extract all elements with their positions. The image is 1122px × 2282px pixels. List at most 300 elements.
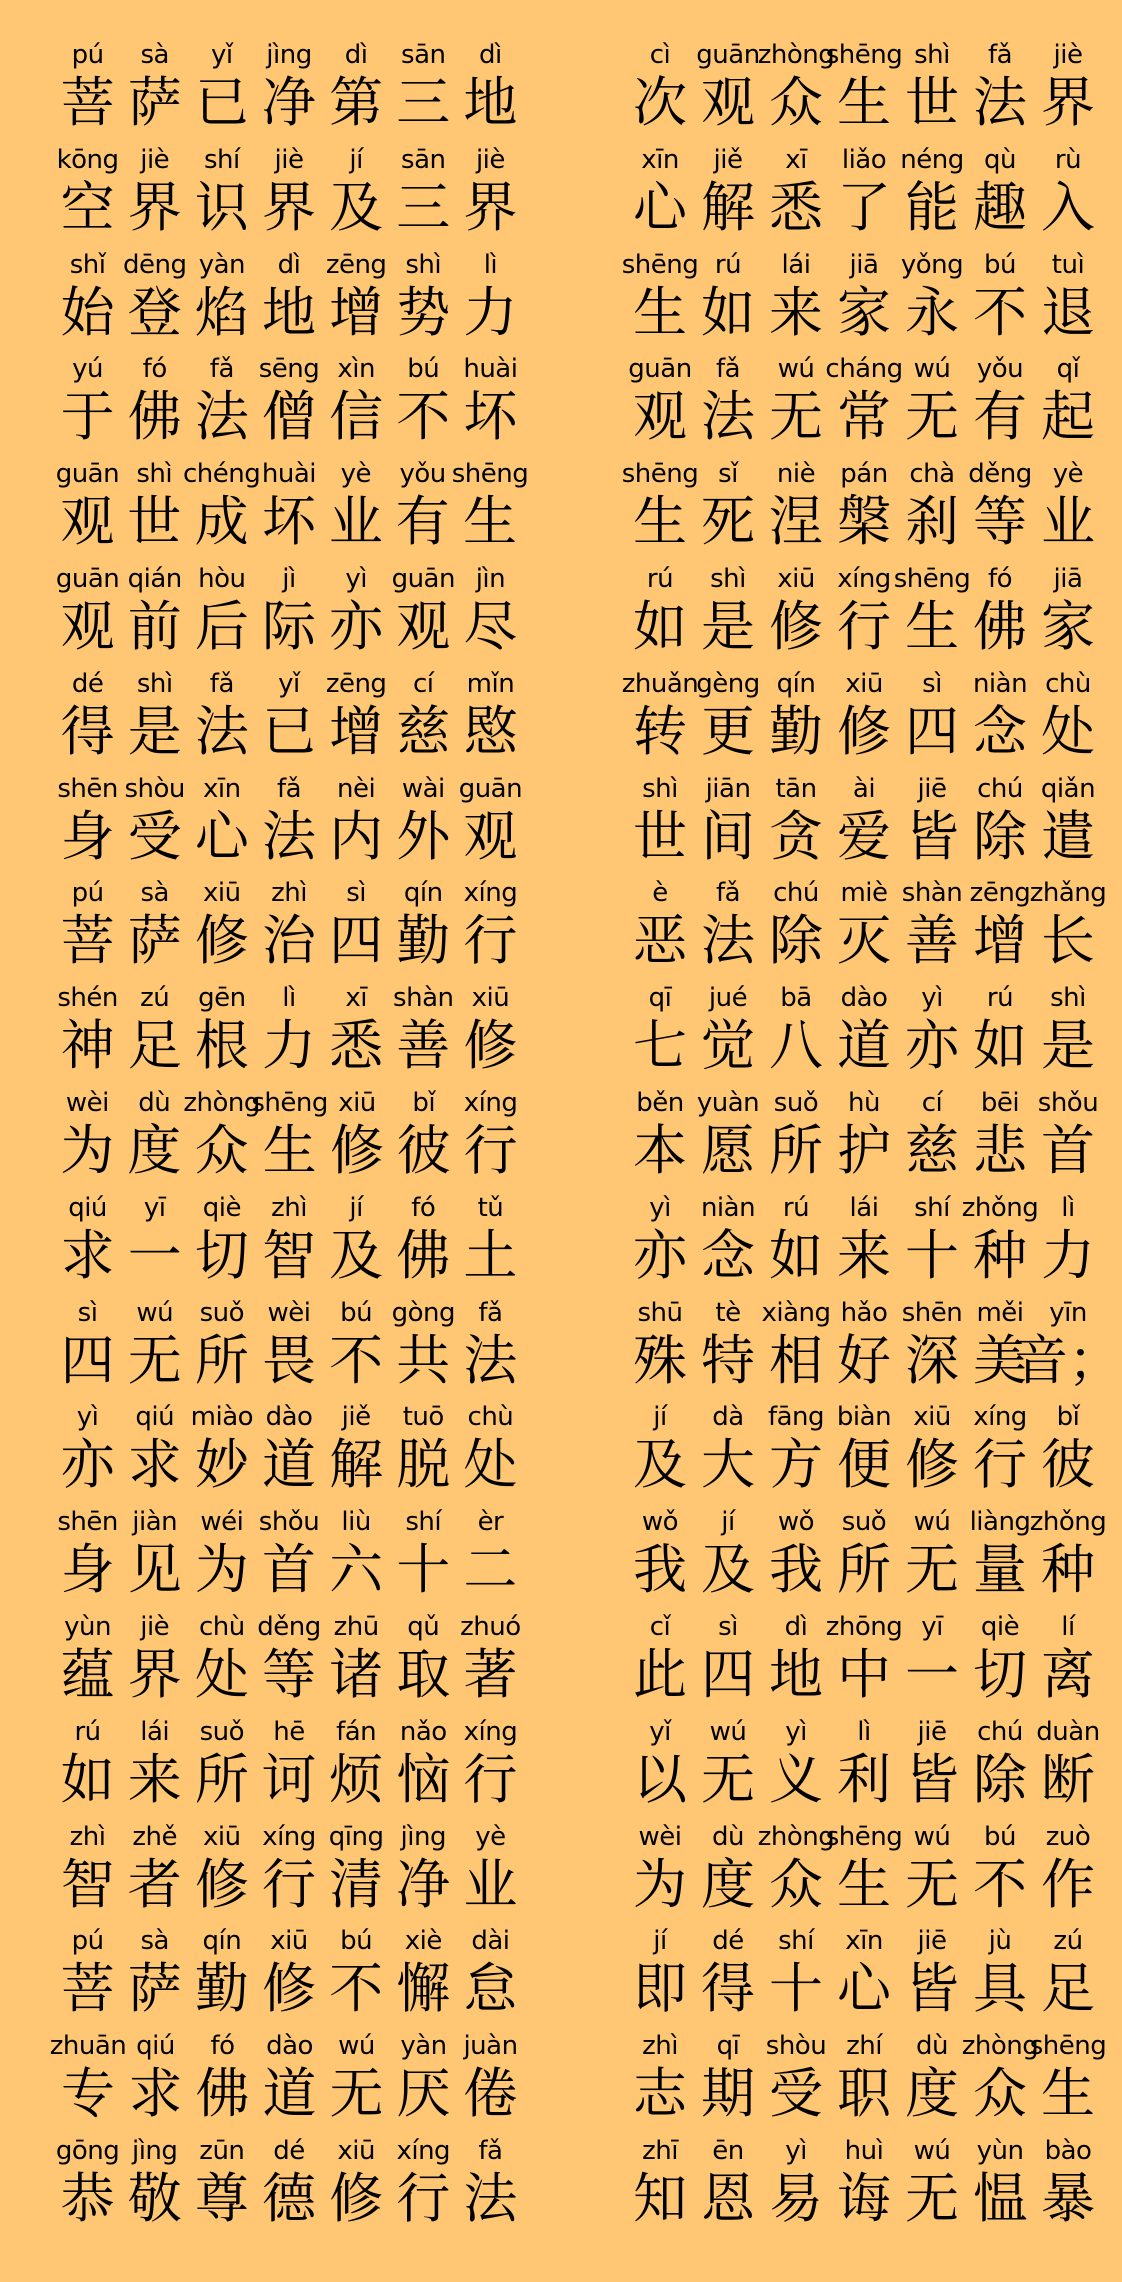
- verse-right-half: [524, 1820, 1102, 1925]
- character-cell: [762, 1400, 830, 1505]
- pinyin-annotation: zhǒng: [1029, 1507, 1107, 1538]
- pinyin-annotation: dé: [71, 668, 104, 699]
- pinyin-annotation: dào: [840, 983, 888, 1014]
- character-cell: [694, 876, 762, 981]
- hanzi-character: 皆: [905, 1957, 959, 2021]
- hanzi-character: 法: [261, 804, 316, 868]
- pinyin-annotation: wǒ: [777, 1507, 815, 1538]
- character-cell: [966, 1924, 1034, 2029]
- pinyin-annotation: jiē: [917, 1716, 947, 1747]
- character-cell: [323, 248, 390, 353]
- pinyin-annotation: dù: [712, 1821, 744, 1852]
- pinyin-annotation: ēn: [712, 2135, 744, 2166]
- hanzi-character: 恩: [701, 2166, 755, 2230]
- character-cell: [54, 457, 121, 562]
- pinyin-annotation: qī: [648, 983, 672, 1014]
- pinyin-annotation: guān: [458, 773, 523, 804]
- pinyin-annotation: qiú: [135, 1402, 175, 1433]
- pinyin-annotation: bú: [340, 1297, 373, 1328]
- character-cell: [188, 1924, 255, 2029]
- character-cell: [961, 1191, 1039, 1296]
- hanzi-character: 觉: [701, 1014, 755, 1078]
- character-cell: [121, 1820, 188, 1925]
- hanzi-character: 贪: [769, 804, 823, 868]
- pinyin-annotation: zhòng: [183, 1087, 260, 1118]
- hanzi-character: 萨: [127, 71, 182, 134]
- hanzi-character: 生: [837, 71, 891, 134]
- pinyin-annotation: qiú: [68, 1192, 107, 1223]
- verse-right-half: [524, 1715, 1102, 1820]
- character-cell: [626, 876, 694, 981]
- hanzi-character: 脱: [396, 1433, 451, 1497]
- verse-row: [0, 1820, 1095, 1925]
- pinyin-annotation: tǔ: [477, 1192, 504, 1223]
- character-cell: [457, 562, 524, 667]
- hanzi-character: 得: [60, 699, 115, 763]
- verse-row: [0, 2134, 1095, 2239]
- character-cell: [182, 457, 261, 562]
- character-cell: [323, 1820, 390, 1925]
- pinyin-annotation: yì: [785, 2135, 807, 2166]
- pinyin-annotation: shǒu: [1037, 1087, 1099, 1118]
- character-cell: [255, 38, 322, 143]
- hanzi-character: 四: [329, 909, 384, 973]
- character-cell: [323, 143, 390, 248]
- hanzi-character: 修: [905, 1433, 959, 1497]
- verse-right-half: [524, 2029, 1107, 2134]
- hanzi-character: 无: [127, 1328, 182, 1392]
- character-cell: [255, 1191, 322, 1296]
- pinyin-annotation: zhòng: [961, 2031, 1039, 2062]
- verse-left-half: [0, 1820, 524, 1925]
- verse-right-half: [524, 772, 1102, 877]
- pinyin-annotation: fǎ: [987, 40, 1013, 70]
- character-cell: [762, 143, 830, 248]
- pinyin-annotation: bǐ: [1056, 1402, 1080, 1433]
- hanzi-character: 修: [261, 1957, 316, 2021]
- hanzi-character: 萨: [127, 1957, 182, 2021]
- hanzi-character: 无: [905, 1538, 959, 1602]
- verse-row: [0, 352, 1095, 457]
- hanzi-character: 地: [261, 280, 316, 344]
- character-cell: [694, 352, 762, 457]
- character-cell: [966, 562, 1034, 667]
- character-cell: [188, 1715, 255, 1820]
- character-cell: [54, 2134, 121, 2239]
- pinyin-annotation: cháng: [825, 354, 903, 385]
- character-cell: [457, 1820, 524, 1925]
- pinyin-annotation: shòu: [765, 2031, 827, 2062]
- hanzi-character: 勤: [194, 1957, 249, 2021]
- pinyin-annotation: qǐ: [1056, 354, 1080, 385]
- pinyin-annotation: zhū: [333, 1611, 379, 1642]
- pinyin-annotation: biàn: [836, 1402, 892, 1433]
- hanzi-character: 身: [60, 804, 115, 868]
- character-cell: [54, 38, 121, 143]
- pinyin-annotation: yīn: [1049, 1297, 1087, 1328]
- pinyin-annotation: bā: [780, 983, 812, 1014]
- pinyin-annotation: suǒ: [773, 1087, 819, 1118]
- character-cell: [1034, 1715, 1102, 1820]
- pinyin-annotation: sì: [922, 668, 942, 699]
- character-cell: [762, 562, 830, 667]
- pinyin-annotation: zú: [1053, 1926, 1083, 1957]
- hanzi-character: 皆: [905, 804, 959, 868]
- pinyin-annotation: yǒu: [976, 354, 1024, 385]
- character-cell: [898, 2029, 966, 2134]
- hanzi-character: 识: [194, 175, 249, 239]
- hanzi-character: 便: [837, 1433, 891, 1497]
- character-cell: [626, 38, 694, 143]
- character-cell: [762, 667, 830, 772]
- hanzi-character: 次: [633, 71, 687, 134]
- pinyin-annotation: hǎo: [840, 1297, 888, 1328]
- hanzi-character: 爱: [837, 804, 891, 868]
- pinyin-annotation: jù: [988, 1926, 1012, 1957]
- hanzi-character: 修: [329, 2166, 384, 2230]
- pinyin-annotation: qiè: [202, 1192, 241, 1223]
- hanzi-character: 求: [60, 1223, 115, 1287]
- character-cell: [121, 1400, 188, 1505]
- character-cell: [898, 1924, 966, 2029]
- pinyin-annotation: qǔ: [407, 1611, 440, 1642]
- pinyin-annotation: yuàn: [696, 1087, 760, 1118]
- character-cell: [1034, 1191, 1102, 1296]
- hanzi-character: 信: [329, 385, 384, 449]
- hanzi-character: 六: [329, 1538, 384, 1602]
- pinyin-annotation: xíng: [396, 2135, 451, 2166]
- character-cell: [121, 457, 188, 562]
- hanzi-character: 不: [973, 280, 1027, 344]
- character-cell: [457, 981, 524, 1086]
- pinyin-annotation: miào: [190, 1402, 254, 1433]
- character-cell: [694, 2029, 762, 2134]
- hanzi-character: 期: [701, 2062, 755, 2126]
- pinyin-annotation: zūn: [199, 2135, 245, 2166]
- pinyin-annotation: jiè: [140, 144, 170, 175]
- pinyin-annotation: xiū: [471, 983, 510, 1014]
- hanzi-character: 转: [633, 699, 687, 763]
- character-cell: [1014, 1296, 1122, 1401]
- hanzi-character: 等: [261, 1642, 316, 1706]
- pinyin-annotation: shì: [405, 249, 442, 280]
- pinyin-annotation: shén: [57, 983, 118, 1014]
- hanzi-character: 增: [973, 909, 1027, 973]
- pinyin-annotation: fó: [987, 563, 1013, 594]
- hanzi-character: 修: [769, 594, 823, 658]
- hanzi-character: 增: [329, 699, 384, 763]
- hanzi-character: 心: [194, 804, 249, 868]
- character-cell: [966, 352, 1034, 457]
- character-cell: [626, 1505, 694, 1610]
- verse-left-half: [0, 1924, 524, 2029]
- character-cell: [762, 2029, 830, 2134]
- hanzi-character: 空: [60, 175, 115, 239]
- character-cell: [121, 667, 188, 772]
- character-cell: [762, 981, 830, 1086]
- verse-row: [0, 38, 1095, 143]
- hanzi-character: 有: [973, 385, 1027, 449]
- pinyin-annotation: qiè: [980, 1611, 1020, 1642]
- pinyin-annotation: wú: [913, 1821, 951, 1852]
- hanzi-character: 家: [837, 280, 891, 344]
- pinyin-annotation: pán: [840, 459, 888, 490]
- hanzi-character: 治: [261, 909, 316, 973]
- character-cell: [1034, 981, 1102, 1086]
- character-cell: [323, 1505, 390, 1610]
- pinyin-annotation: néng: [900, 144, 964, 175]
- hanzi-character: 涅: [769, 490, 823, 554]
- character-cell: [188, 2134, 255, 2239]
- character-cell: [694, 1924, 762, 2029]
- pinyin-annotation: yùn: [64, 1611, 111, 1642]
- pinyin-annotation: yì: [649, 1192, 671, 1223]
- pinyin-annotation: dù: [138, 1087, 171, 1118]
- hanzi-character: 十: [905, 1223, 959, 1287]
- hanzi-character: 善: [905, 909, 959, 973]
- pinyin-annotation: jí: [653, 1402, 667, 1433]
- character-cell: [457, 1924, 524, 2029]
- character-cell: [54, 876, 121, 981]
- character-cell: [626, 2029, 694, 2134]
- hanzi-character: 方: [769, 1433, 823, 1497]
- pinyin-annotation: lái: [849, 1192, 879, 1223]
- character-cell: [457, 876, 524, 981]
- hanzi-character: 后: [194, 594, 249, 658]
- verse-right-half: [524, 1296, 1122, 1401]
- pinyin-annotation: yàn: [198, 249, 245, 280]
- character-cell: [898, 2134, 966, 2239]
- character-cell: [323, 981, 390, 1086]
- character-cell: [694, 667, 762, 772]
- pinyin-annotation: yǐ: [649, 1716, 671, 1747]
- pinyin-annotation: jìng: [266, 40, 312, 70]
- hanzi-character: 如: [60, 1747, 115, 1811]
- pinyin-annotation: gōng: [55, 2135, 120, 2166]
- hanzi-character: 无: [329, 2062, 384, 2126]
- hanzi-character: 相: [769, 1328, 823, 1392]
- hanzi-character: 尊: [194, 2166, 249, 2230]
- pinyin-annotation: bǐ: [412, 1087, 436, 1118]
- pinyin-annotation: lì: [282, 983, 296, 1014]
- hanzi-character: 智: [60, 1852, 115, 1916]
- hanzi-character: 受: [769, 2062, 823, 2126]
- pinyin-annotation: jué: [708, 983, 748, 1014]
- character-cell: [457, 143, 524, 248]
- character-cell: [255, 1296, 322, 1401]
- hanzi-character: 来: [769, 280, 823, 344]
- character-cell: [390, 143, 457, 248]
- character-cell: [1034, 1400, 1102, 1505]
- pinyin-annotation: jìng: [131, 2135, 178, 2166]
- pinyin-annotation: zú: [140, 983, 170, 1014]
- character-cell: [762, 876, 830, 981]
- pinyin-annotation: bú: [340, 1926, 373, 1957]
- pinyin-annotation: jiā: [1053, 563, 1083, 594]
- pinyin-annotation: fǎ: [478, 1297, 503, 1328]
- character-cell: [694, 248, 762, 353]
- pinyin-annotation: cí: [413, 668, 434, 699]
- hanzi-character: 亦: [329, 594, 384, 658]
- character-cell: [898, 352, 966, 457]
- pinyin-annotation: jì: [282, 563, 296, 594]
- character-cell: [390, 981, 457, 1086]
- pinyin-annotation: gēn: [198, 983, 246, 1014]
- hanzi-character: 中: [837, 1642, 891, 1706]
- character-cell: [694, 772, 762, 877]
- hanzi-character: 业: [463, 1852, 518, 1916]
- character-cell: [390, 352, 457, 457]
- hanzi-character: 净: [261, 71, 316, 134]
- pinyin-annotation: shàn: [901, 878, 963, 909]
- hanzi-character: 求: [127, 1433, 182, 1497]
- pinyin-annotation: bú: [407, 354, 440, 385]
- character-cell: [188, 248, 255, 353]
- pinyin-annotation: wú: [913, 354, 951, 385]
- character-cell: [757, 38, 835, 143]
- hanzi-character: 三: [396, 71, 451, 134]
- verse-row: [0, 1610, 1095, 1715]
- hanzi-character: 地: [463, 71, 518, 134]
- pinyin-annotation: jiě: [341, 1402, 371, 1433]
- pinyin-annotation: tuì: [1051, 249, 1085, 280]
- pinyin-annotation: yì: [76, 1402, 99, 1433]
- hanzi-character: 已: [261, 699, 316, 763]
- pinyin-annotation: chà: [909, 459, 955, 490]
- character-cell: [121, 248, 188, 353]
- character-cell: [256, 2029, 323, 2134]
- hanzi-character: 法: [194, 385, 249, 449]
- pinyin-annotation: shǐ: [69, 249, 106, 280]
- pinyin-annotation: jiàn: [132, 1507, 178, 1538]
- pinyin-annotation: yè: [1052, 459, 1084, 490]
- hanzi-character: 尽: [463, 594, 518, 658]
- hanzi-character: 修: [329, 1118, 384, 1182]
- character-cell: [54, 248, 121, 353]
- character-cell: [966, 143, 1034, 248]
- pinyin-annotation: shí: [778, 1926, 814, 1957]
- hanzi-character: 众: [769, 71, 823, 134]
- hanzi-character: 业: [328, 490, 383, 554]
- character-cell: [457, 1086, 524, 1191]
- character-cell: [762, 1610, 830, 1715]
- hanzi-character: 厌: [396, 2062, 451, 2126]
- pinyin-annotation: xīn: [641, 144, 679, 175]
- hanzi-character: 专: [61, 2062, 115, 2126]
- hanzi-character: 法: [194, 699, 249, 763]
- character-cell: [830, 981, 898, 1086]
- pinyin-annotation: zhī: [642, 2135, 678, 2166]
- pinyin-annotation: bú: [984, 1821, 1016, 1852]
- pinyin-annotation: hē: [273, 1716, 305, 1747]
- pinyin-annotation: wú: [913, 2135, 951, 2166]
- pinyin-annotation: sì: [77, 1297, 98, 1328]
- hanzi-character: 解: [329, 1433, 384, 1497]
- pinyin-annotation: dì: [784, 1611, 808, 1642]
- character-cell: [694, 1086, 762, 1191]
- character-cell: [966, 772, 1034, 877]
- hanzi-character: 烦: [329, 1747, 384, 1811]
- hanzi-character: 一: [905, 1642, 959, 1706]
- character-cell: [188, 38, 255, 143]
- character-cell: [390, 667, 457, 772]
- hanzi-character: 业: [1041, 490, 1095, 554]
- pinyin-annotation: shì: [642, 773, 678, 804]
- hanzi-character: 无: [905, 1852, 959, 1916]
- pinyin-annotation: xiū: [270, 1926, 308, 1957]
- hanzi-character: 及: [329, 1223, 384, 1287]
- hanzi-character: 除: [973, 1747, 1027, 1811]
- character-cell: [121, 352, 188, 457]
- character-cell: [626, 1820, 694, 1925]
- hanzi-character: 殊: [633, 1328, 687, 1392]
- character-cell: [188, 1505, 255, 1610]
- character-cell: [255, 876, 322, 981]
- character-cell: [898, 143, 966, 248]
- hanzi-character: 界: [127, 175, 182, 239]
- hanzi-character: 除: [973, 804, 1027, 868]
- pinyin-annotation: dì: [344, 40, 368, 70]
- hanzi-character: 第: [329, 71, 384, 134]
- character-cell: [966, 457, 1034, 562]
- hanzi-character: 不: [973, 1852, 1027, 1916]
- hanzi-character: 见: [127, 1538, 182, 1602]
- character-cell: [898, 1086, 966, 1191]
- character-cell: [898, 1820, 966, 1925]
- hanzi-character: 美: [973, 1328, 1027, 1392]
- pinyin-annotation: wú: [913, 1507, 951, 1538]
- hanzi-character: 为: [194, 1538, 249, 1602]
- hanzi-character: 佛: [396, 1223, 451, 1287]
- pinyin-annotation: zhǎng: [1029, 878, 1107, 909]
- pinyin-annotation: sì: [718, 1611, 738, 1642]
- hanzi-character: 者: [127, 1852, 182, 1916]
- verse-left-half: [0, 1191, 524, 1296]
- pinyin-annotation: pú: [71, 878, 104, 909]
- hanzi-character: 智: [261, 1223, 316, 1287]
- character-cell: [961, 2029, 1039, 2134]
- character-cell: [830, 667, 898, 772]
- character-cell: [1034, 352, 1102, 457]
- hanzi-character: 亦: [905, 1014, 959, 1078]
- character-cell: [255, 1505, 322, 1610]
- hanzi-character: 此: [633, 1642, 687, 1706]
- verse-row: [0, 248, 1095, 353]
- hanzi-character: 如: [633, 594, 687, 658]
- character-cell: [626, 1086, 694, 1191]
- character-cell: [188, 1191, 255, 1296]
- character-cell: [898, 38, 966, 143]
- pinyin-annotation: wèi: [267, 1297, 311, 1328]
- character-cell: [323, 772, 390, 877]
- hanzi-character: 懈: [396, 1957, 451, 2021]
- character-cell: [762, 352, 830, 457]
- hanzi-character: 悲: [973, 1118, 1027, 1182]
- character-cell: [1034, 562, 1102, 667]
- character-cell: [762, 1296, 830, 1401]
- character-cell: [324, 1086, 391, 1191]
- pinyin-annotation: suǒ: [841, 1507, 887, 1538]
- character-cell: [390, 2029, 457, 2134]
- character-cell: [762, 248, 830, 353]
- pinyin-annotation: juàn: [463, 2031, 518, 2062]
- hanzi-character: 愍: [463, 699, 518, 763]
- character-cell: [966, 1610, 1034, 1715]
- character-cell: [54, 667, 121, 772]
- character-cell: [830, 1505, 898, 1610]
- pinyin-annotation: suǒ: [199, 1716, 245, 1747]
- pinyin-annotation: dào: [265, 1402, 313, 1433]
